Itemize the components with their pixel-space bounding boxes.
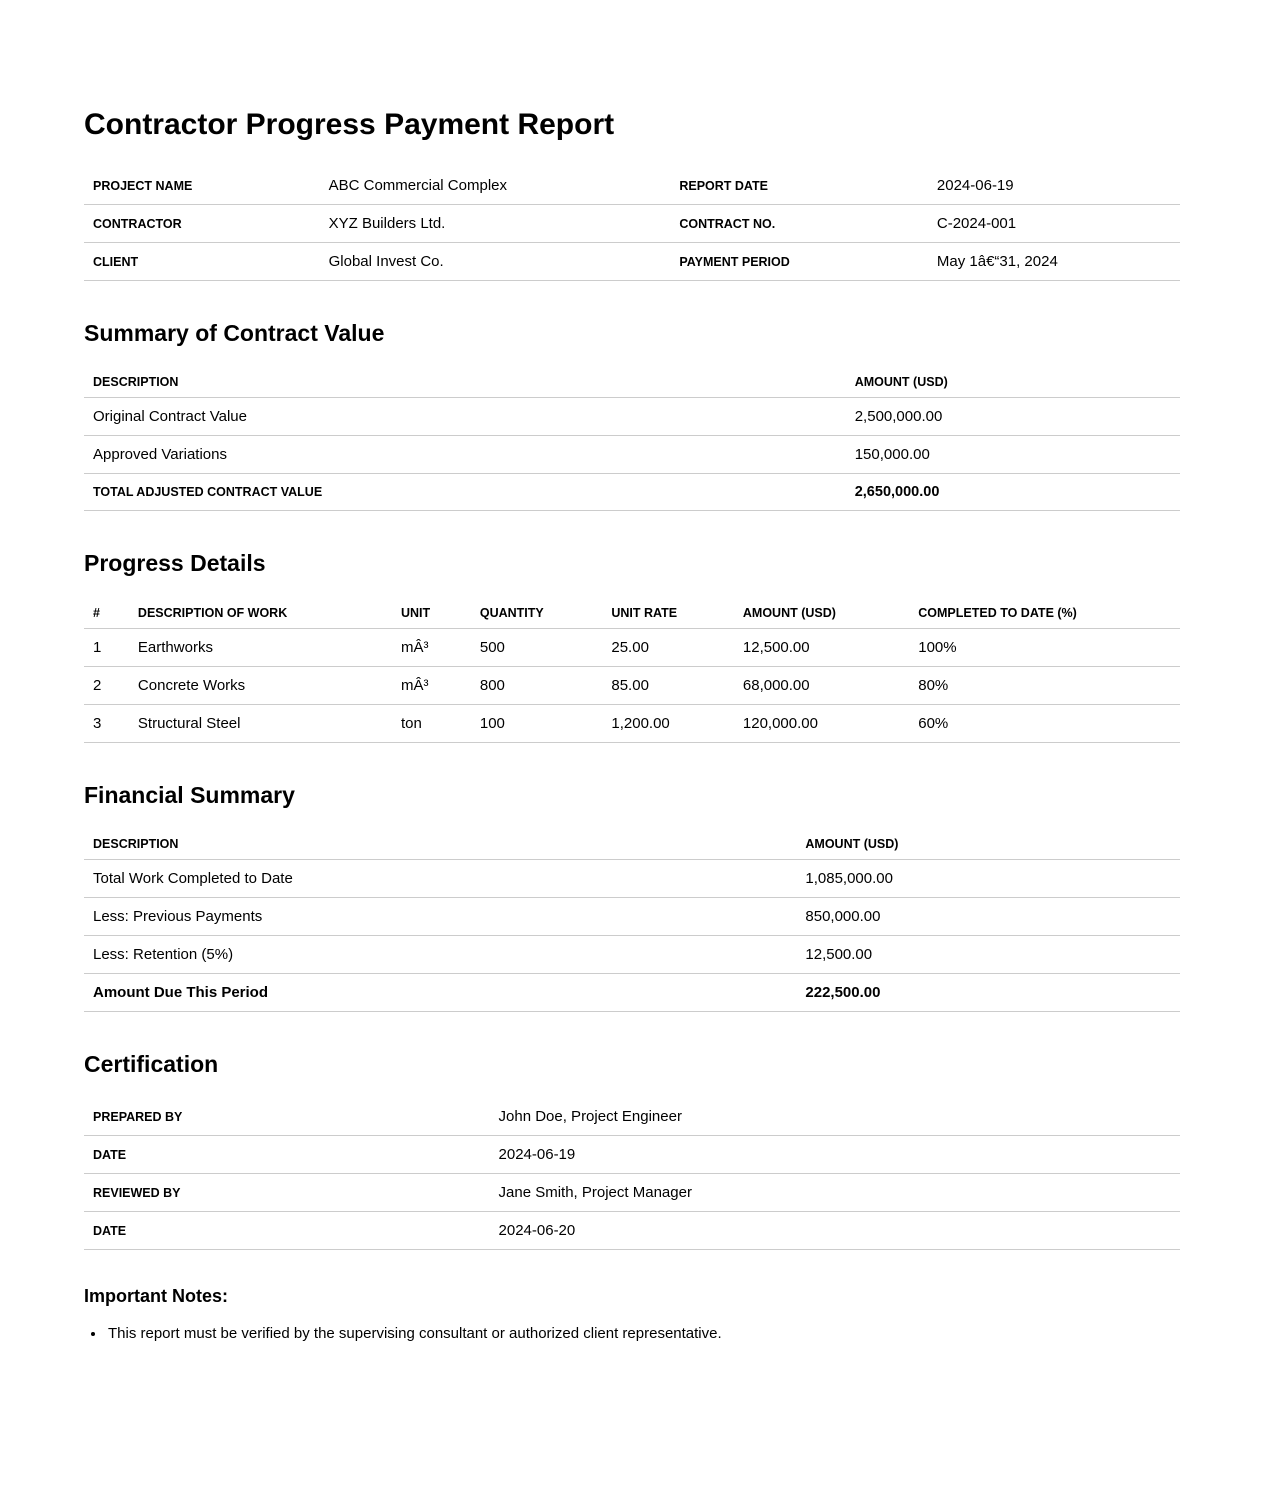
table-row <box>84 897 1180 935</box>
column-header-amount: AMOUNT (USD) <box>734 598 909 629</box>
note-item: • This report must be verified by the supervising consultant or authorized client representative. <box>106 1323 1180 1344</box>
column-header-completed-to-date: COMPLETED TO DATE (%) <box>909 598 1180 629</box>
table-row <box>84 628 1180 666</box>
amount-cell: 850,000.00 <box>796 897 1180 935</box>
meta-row-client <box>84 243 1180 281</box>
cert-value-date: 2024-06-19 <box>490 1136 1180 1174</box>
quantity-cell: 800 <box>471 666 603 704</box>
work-description-cell: Structural Steel <box>129 704 392 742</box>
cert-value-reviewed-by: Jane Smith, Project Manager <box>490 1174 1180 1212</box>
cert-label-date: DATE <box>84 1212 490 1250</box>
unit-cell: mÂ³ <box>392 666 471 704</box>
column-header-unit: UNIT <box>392 598 471 629</box>
meta-value-client: Global Invest Co. <box>320 243 671 281</box>
amount-cell: 68,000.00 <box>734 666 909 704</box>
certification-table <box>84 1098 1180 1250</box>
row-number-cell: 2 <box>84 666 129 704</box>
description-cell: Approved Variations <box>84 436 846 474</box>
notes-list <box>84 1323 1180 1344</box>
cert-value-prepared-by: John Doe, Project Engineer <box>490 1098 1180 1136</box>
amount-cell: 120,000.00 <box>734 704 909 742</box>
row-number-cell: 1 <box>84 628 129 666</box>
report-title: Contractor Progress Payment Report <box>84 108 615 141</box>
section-heading-financial-summary: Financial Summary <box>84 781 295 808</box>
total-amount: 222,500.00 <box>796 973 1180 1011</box>
unit-cell: mÂ³ <box>392 628 471 666</box>
column-header-description: DESCRIPTION <box>84 829 796 860</box>
table-row <box>84 704 1180 742</box>
table-header-row <box>84 829 1180 860</box>
table-row <box>84 398 1180 436</box>
financial-summary-table <box>84 829 1180 1012</box>
quantity-cell: 500 <box>471 628 603 666</box>
table-row <box>84 436 1180 474</box>
unit-rate-cell: 1,200.00 <box>602 704 734 742</box>
row-number-cell: 3 <box>84 704 129 742</box>
amount-cell: 12,500.00 <box>734 628 909 666</box>
table-row <box>84 666 1180 704</box>
cert-value-date: 2024-06-20 <box>490 1212 1180 1250</box>
total-row <box>84 973 1180 1011</box>
column-header-description: DESCRIPTION <box>84 367 846 398</box>
work-description-cell: Concrete Works <box>129 666 392 704</box>
description-cell: Less: Retention (5%) <box>84 935 796 973</box>
table-row <box>84 859 1180 897</box>
table-header-row <box>84 598 1180 629</box>
cert-label-prepared-by: PREPARED BY <box>84 1098 490 1136</box>
total-row <box>84 474 1180 511</box>
meta-row-contractor <box>84 205 1180 243</box>
meta-label-contractor: CONTRACTOR <box>84 205 320 243</box>
meta-label-client: CLIENT <box>84 243 320 281</box>
completed-cell: 80% <box>909 666 1180 704</box>
description-cell: Original Contract Value <box>84 398 846 436</box>
meta-value-payment-period: May 1â€“31, 2024 <box>928 243 1180 281</box>
cert-label-reviewed-by: REVIEWED BY <box>84 1174 490 1212</box>
table-header-row <box>84 367 1180 398</box>
meta-value-contract-no: C-2024-001 <box>928 205 1180 243</box>
cert-label-date: DATE <box>84 1136 490 1174</box>
unit-cell: ton <box>392 704 471 742</box>
meta-value-report-date: 2024-06-19 <box>928 167 1180 205</box>
table-row <box>84 1136 1180 1174</box>
contract-value-table <box>84 367 1180 511</box>
column-header-amount: AMOUNT (USD) <box>796 829 1180 860</box>
column-header-amount: AMOUNT (USD) <box>846 367 1180 398</box>
table-row <box>84 1098 1180 1136</box>
unit-rate-cell: 85.00 <box>602 666 734 704</box>
quantity-cell: 100 <box>471 704 603 742</box>
table-row <box>84 1174 1180 1212</box>
meta-label-contract-no: CONTRACT NO. <box>670 205 928 243</box>
total-amount: 2,650,000.00 <box>846 474 1180 511</box>
total-label: Amount Due This Period <box>84 973 796 1011</box>
column-header-quantity: QUANTITY <box>471 598 603 629</box>
notes-heading: Important Notes: <box>84 1286 228 1307</box>
amount-cell: 150,000.00 <box>846 436 1180 474</box>
section-heading-certification: Certification <box>84 1050 219 1077</box>
progress-details-table <box>84 598 1180 743</box>
description-cell: Total Work Completed to Date <box>84 859 796 897</box>
amount-cell: 2,500,000.00 <box>846 398 1180 436</box>
amount-cell: 12,500.00 <box>796 935 1180 973</box>
section-heading-progress-details: Progress Details <box>84 550 266 577</box>
report-meta-table <box>84 167 1180 281</box>
meta-label-project-name: PROJECT NAME <box>84 167 320 205</box>
table-row <box>84 1212 1180 1250</box>
meta-value-contractor: XYZ Builders Ltd. <box>320 205 671 243</box>
meta-label-report-date: REPORT DATE <box>670 167 928 205</box>
meta-label-payment-period: PAYMENT PERIOD <box>670 243 928 281</box>
meta-row-project <box>84 167 1180 205</box>
total-label: TOTAL ADJUSTED CONTRACT VALUE <box>84 474 846 511</box>
column-header-number: # <box>84 598 129 629</box>
work-description-cell: Earthworks <box>129 628 392 666</box>
column-header-unit-rate: UNIT RATE <box>602 598 734 629</box>
completed-cell: 100% <box>909 628 1180 666</box>
meta-value-project-name: ABC Commercial Complex <box>320 167 671 205</box>
description-cell: Less: Previous Payments <box>84 897 796 935</box>
section-heading-summary-of-contract-value: Summary of Contract Value <box>84 320 385 346</box>
amount-cell: 1,085,000.00 <box>796 859 1180 897</box>
unit-rate-cell: 25.00 <box>602 628 734 666</box>
table-row <box>84 935 1180 973</box>
completed-cell: 60% <box>909 704 1180 742</box>
column-header-description-of-work: DESCRIPTION OF WORK <box>129 598 392 629</box>
